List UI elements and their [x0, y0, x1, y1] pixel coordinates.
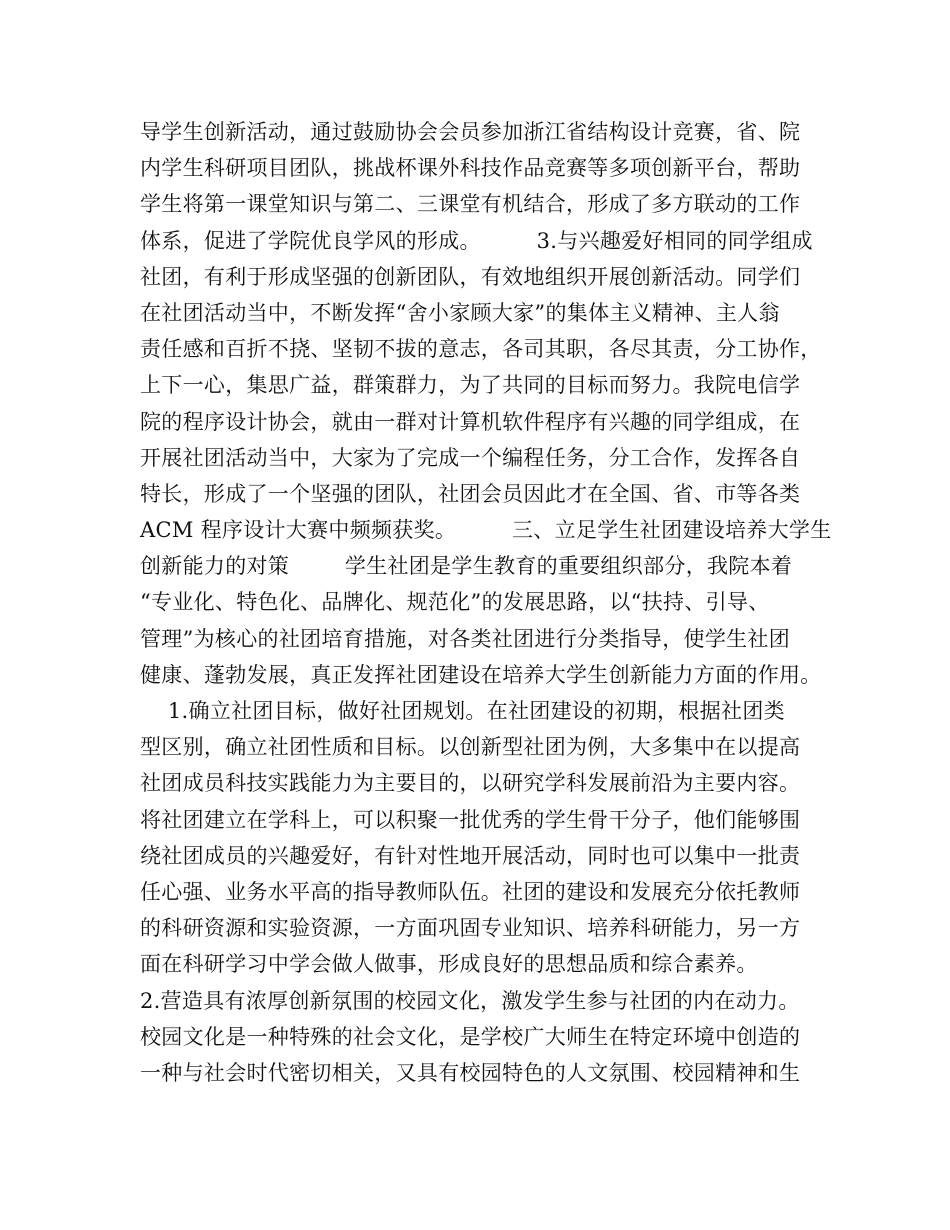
text-line: 体系，促进了学院优良学风的形成。 3.与兴趣爱好相同的同学组成 — [140, 228, 813, 253]
text-line: 一种与社会时代密切相关，又具有校园特色的人文氛围、校园精神和生 — [140, 1060, 801, 1085]
text-line: 绕社团成员的兴趣爱好，有针对性地开展活动，同时也可以集中一批责 — [140, 843, 801, 868]
text-line: 上下一心，集思广益，群策群力，为了共同的目标而努力。我院电信学 — [140, 373, 801, 398]
text-line: 校园文化是一种特殊的社会文化，是学校广大师生在特定环境中创造的 — [140, 1024, 801, 1049]
text-line: 导学生创新活动，通过鼓励协会会员参加浙江省结构设计竞赛，省、院 — [140, 120, 801, 144]
text-line: 创新能力的对策 学生社团是学生教育的重要组织部分，我院本着 — [140, 554, 793, 579]
text-line: 特长，形成了一个坚强的团队，社团会员因此才在全国、省、市等各类 — [140, 481, 801, 506]
text-line: ACM 程序设计大赛中频频获奖。 三、立足学生社团建设培养大学生 — [140, 518, 832, 543]
text-line: 任心强、业务水平高的指导教师队伍。社团的建设和发展充分依托教师 — [140, 879, 801, 904]
text-line: 2.营造具有浓厚创新氛围的校园文化，激发学生参与社团的内在动力。 — [140, 988, 800, 1013]
text-line: 学生将第一课堂知识与第二、三课堂有机结合，形成了多方联动的工作 — [140, 192, 801, 217]
text-line: 社团成员科技实践能力为主要目的，以研究学科发展前沿为主要内容。 — [140, 771, 801, 796]
text-line: 面在科研学习中学会做人做事，形成良好的思想品质和综合素养。 — [140, 952, 758, 977]
text-line: 1.确立社团目标，做好社团规划。在社团建设的初期，根据社团类 — [140, 699, 785, 723]
text-line: 在社团活动当中，不断发挥“舍小家顾大家”的集体主义精神、主人翁 — [140, 300, 780, 325]
text-line: 健康、蓬勃发展，真正发挥社团建设在培养大学生创新能力方面的作用。 — [140, 662, 822, 687]
text-line: 将社团建立在学科上，可以积聚一批优秀的学生骨干分子，他们能够围 — [140, 807, 801, 832]
text-line: 责任感和百折不挠、坚韧不拔的意志，各司其职，各尽其责，分工协作， — [140, 337, 822, 362]
text-line: 管理”为核心的社团培育措施，对各类社团进行分类指导，使学生社团 — [140, 626, 791, 651]
text-line: 开展社团活动当中，大家为了完成一个编程任务，分工合作，发挥各自 — [140, 445, 801, 470]
body-text — [140, 114, 830, 1091]
text-line: 院的程序设计协会，就由一群对计算机软件程序有兴趣的同学组成，在 — [140, 409, 801, 434]
text-line: 内学生科研项目团队，挑战杯课外科技作品竞赛等多项创新平台，帮助 — [140, 156, 801, 181]
text-line: 社团，有利于形成坚强的创新团队，有效地组织开展创新活动。同学们 — [140, 264, 801, 289]
text-line: 型区别，确立社团性质和目标。以创新型社团为例，大多集中在以提高 — [140, 735, 801, 760]
text-line: 的科研资源和实验资源，一方面巩固专业知识、培养科研能力，另一方 — [140, 916, 801, 941]
text-line: “专业化、特色化、品牌化、规范化”的发展思路，以“扶持、引导、 — [140, 590, 770, 615]
